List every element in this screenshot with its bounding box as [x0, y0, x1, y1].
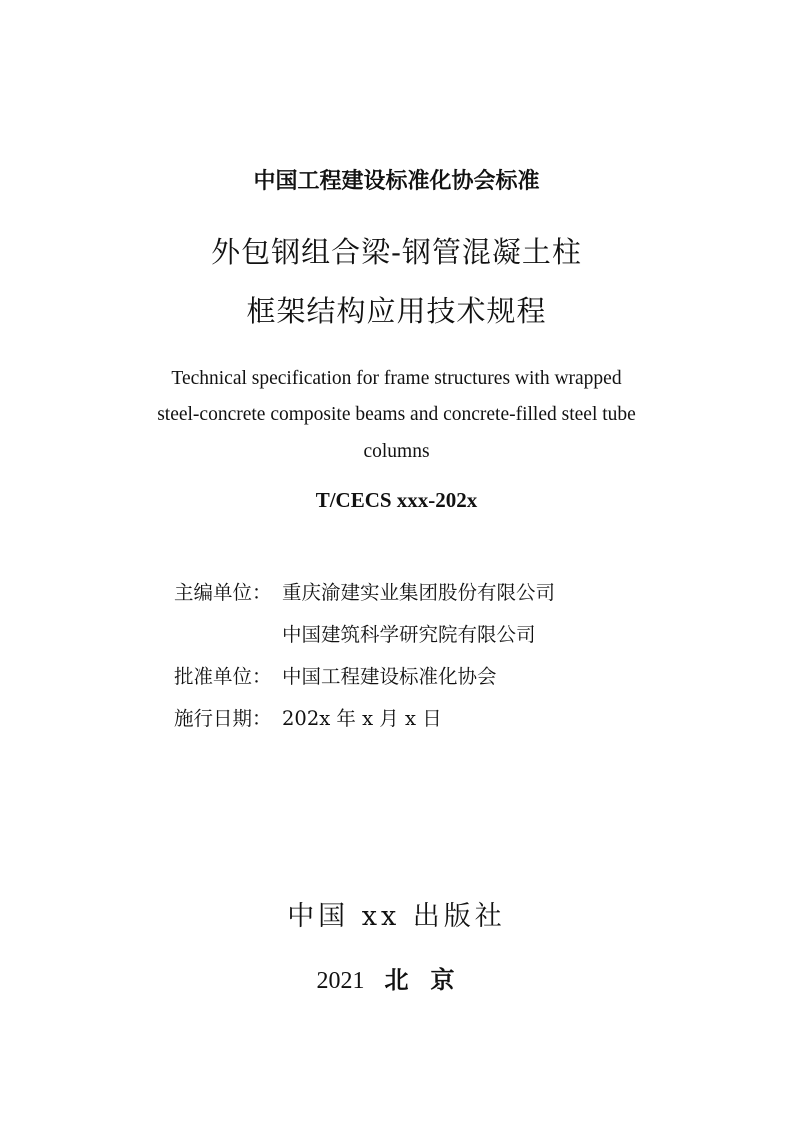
chief-editor-2: 中国建筑科学研究院有限公司: [282, 623, 536, 646]
title-line-2: 框架结构应用技术规程: [246, 294, 547, 328]
chief-editor-1: 重庆渝建实业集团股份有限公司: [282, 581, 556, 604]
english-title-line-3: columns: [363, 441, 430, 462]
association-header: 中国工程建设标准化协会标准: [253, 169, 540, 194]
approval-row: [174, 662, 555, 704]
approval-label: 批准单位：: [174, 665, 272, 688]
standard-code: T/CECS xxx-202x: [315, 488, 478, 512]
title-line-1: 外包钢组合梁-钢管混凝土柱: [211, 235, 582, 269]
chief-editor-label: 主编单位：: [174, 581, 272, 604]
publication-place: [0, 960, 793, 995]
publication-year: 2021: [316, 968, 365, 994]
chief-editor-row: [174, 578, 555, 620]
issuing-info: [174, 578, 555, 746]
publisher: 中国 xx 出版社: [287, 901, 506, 932]
chief-editor-row-2: [174, 620, 555, 662]
effective-date-row: [174, 704, 555, 746]
effective-date-label: 施行日期：: [174, 707, 272, 730]
publication-city: 北京: [384, 966, 477, 994]
english-title-line-1: Technical specification for frame structures with wrapped: [171, 368, 622, 389]
english-title-line-2: steel-concrete composite beams and concrete-filled steel tube: [157, 404, 636, 425]
approval-value: 中国工程建设标准化协会: [282, 665, 497, 688]
effective-date-value: 202x 年 x 月 x 日: [282, 707, 442, 730]
